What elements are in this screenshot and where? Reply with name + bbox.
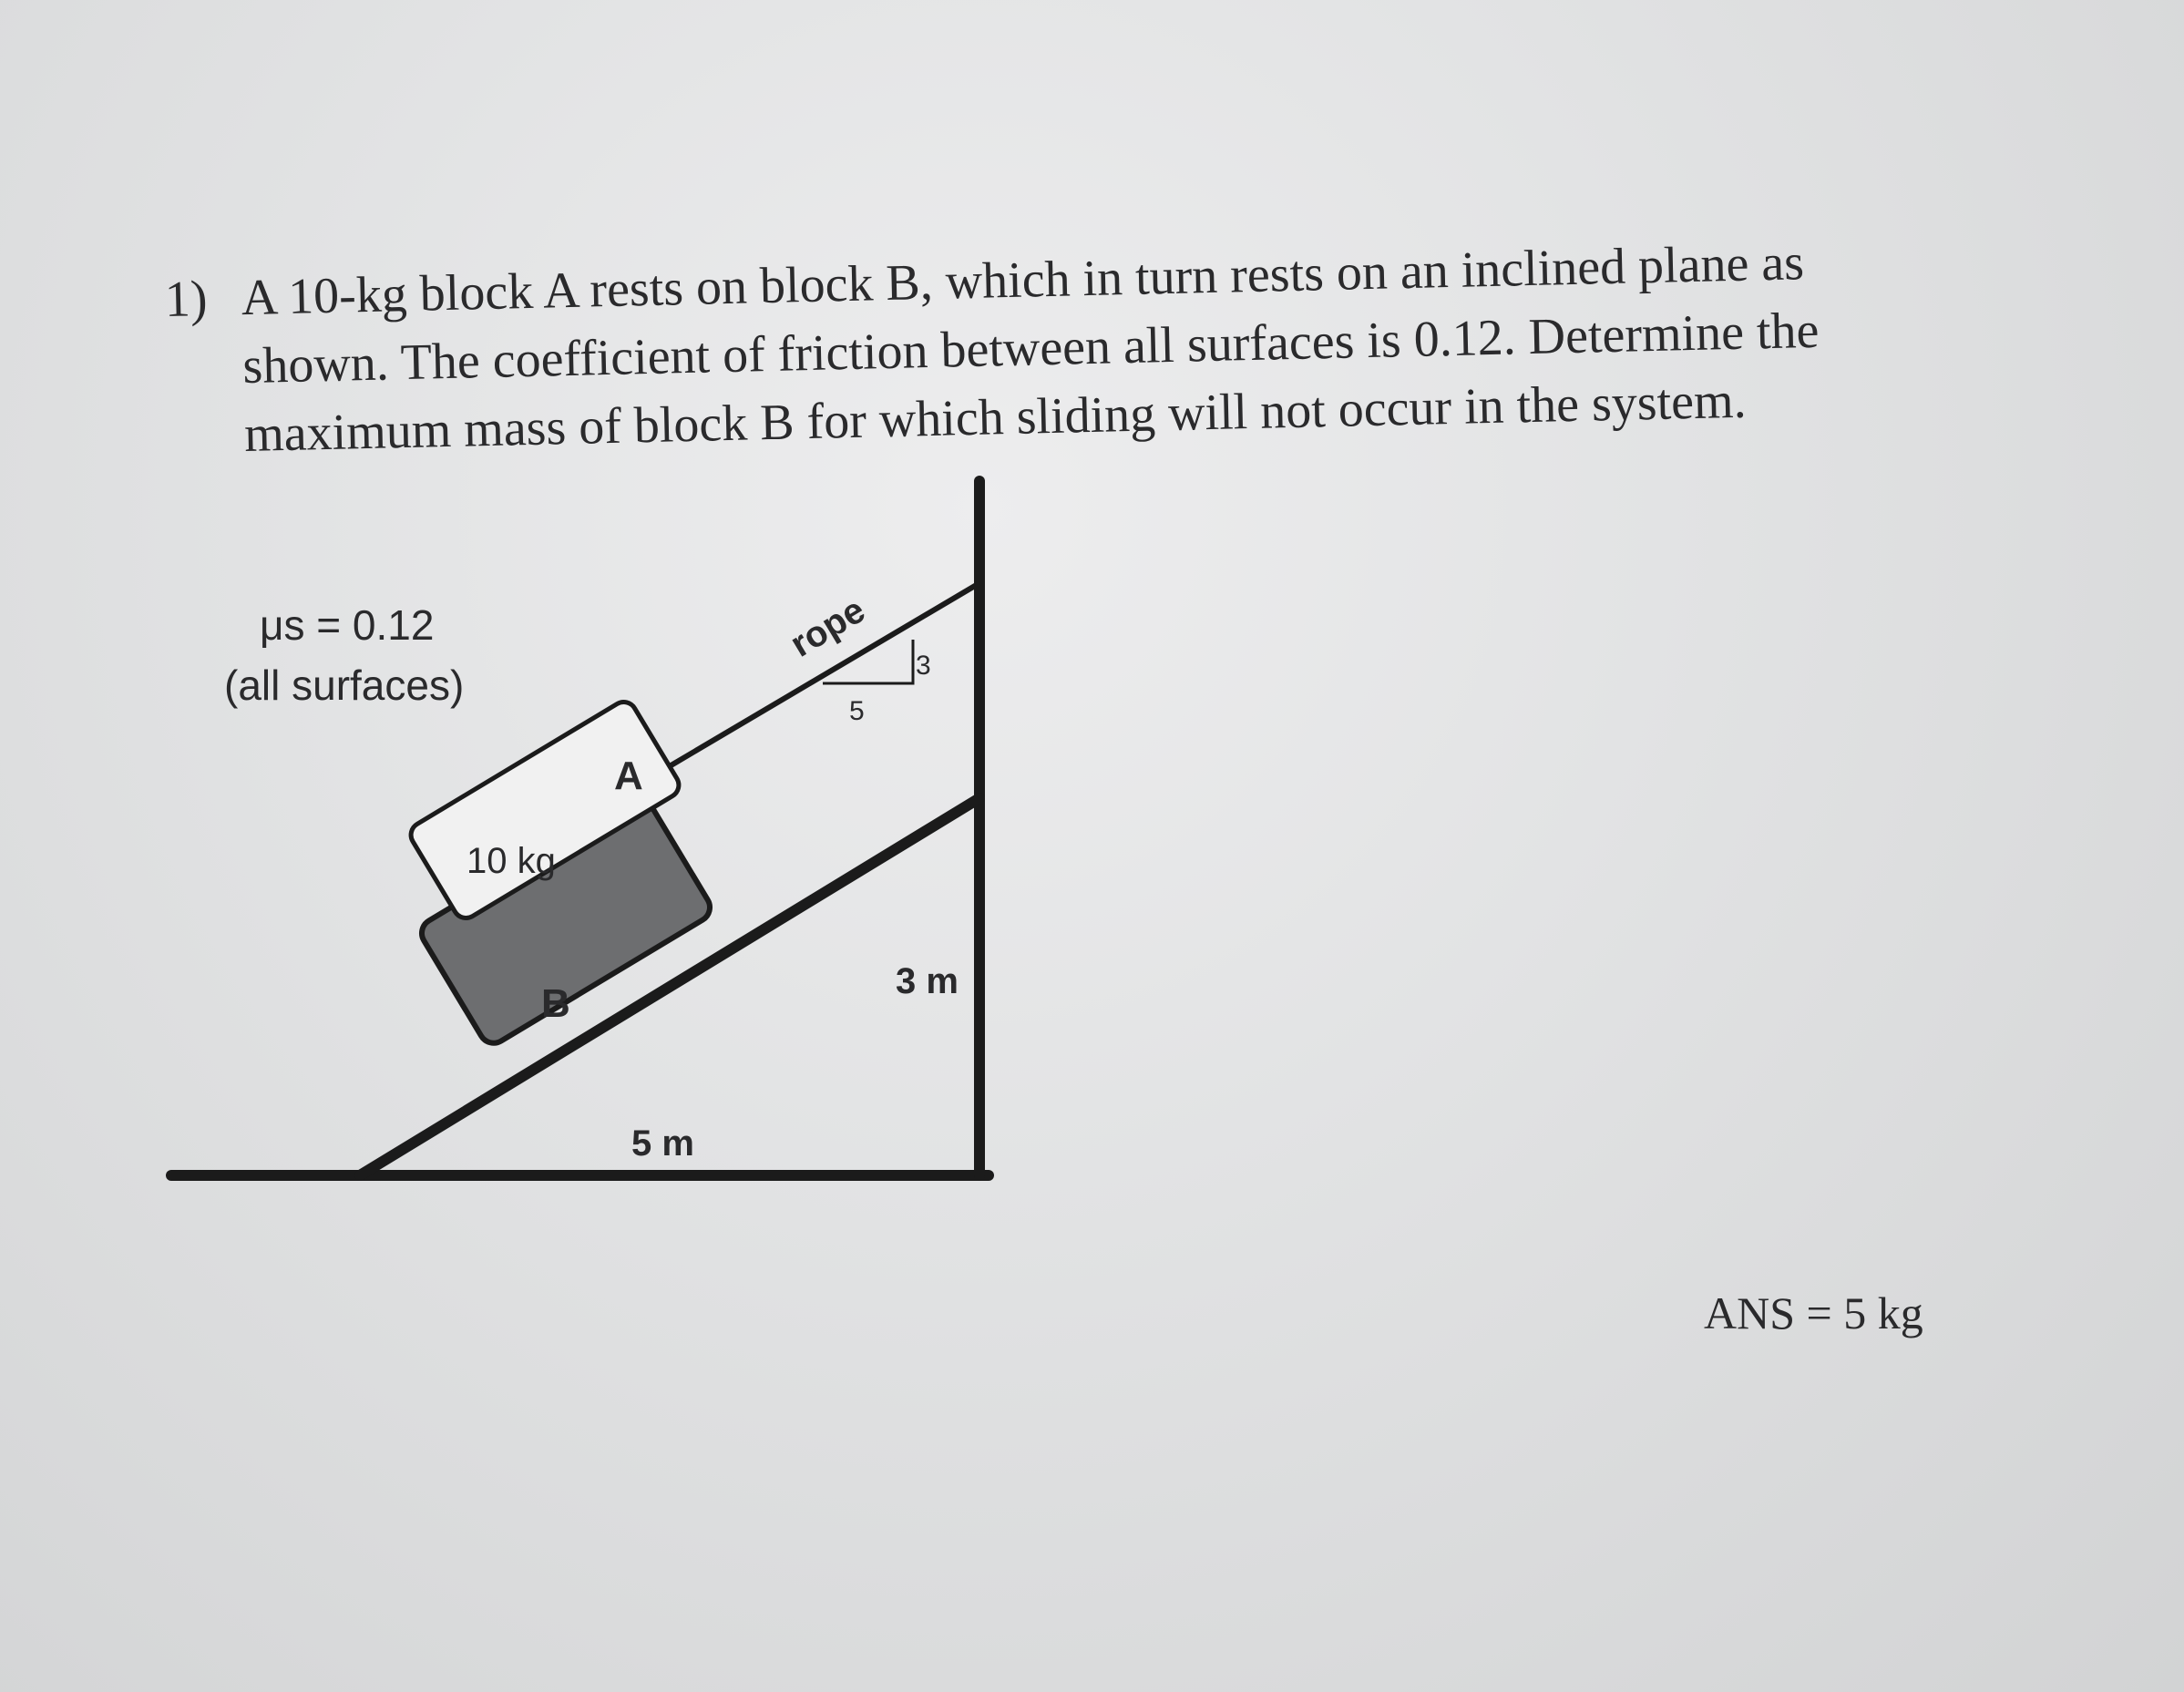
base-label: 5 m [631,1123,694,1164]
answer-text: ANS = 5 kg [1704,1287,1923,1338]
block-a-mass-label: 10 kg [467,841,556,881]
rope-label: rope [783,590,872,665]
block-b-label: B [541,981,570,1026]
slope-rise-label: 3 [916,651,931,681]
problem-line-1: A 10-kg block A rests on block B, which in turn rests on an inclined plane as [241,234,1805,327]
block-a-label: A [614,754,643,798]
all-surfaces-label: (all surfaces) [224,661,465,709]
problem-line-3: maximum mass of block B for which sliding will not occur in the system. [243,372,1748,464]
friction-coefficient-label: μs = 0.12 [260,601,435,649]
problem-number: 1) [164,270,209,328]
problem-line-2: shown. The coefficient of friction between all surfaces is 0.12. Determine the [241,302,1820,395]
slope-run-label: 5 [849,696,865,726]
height-label: 3 m [896,961,959,1001]
